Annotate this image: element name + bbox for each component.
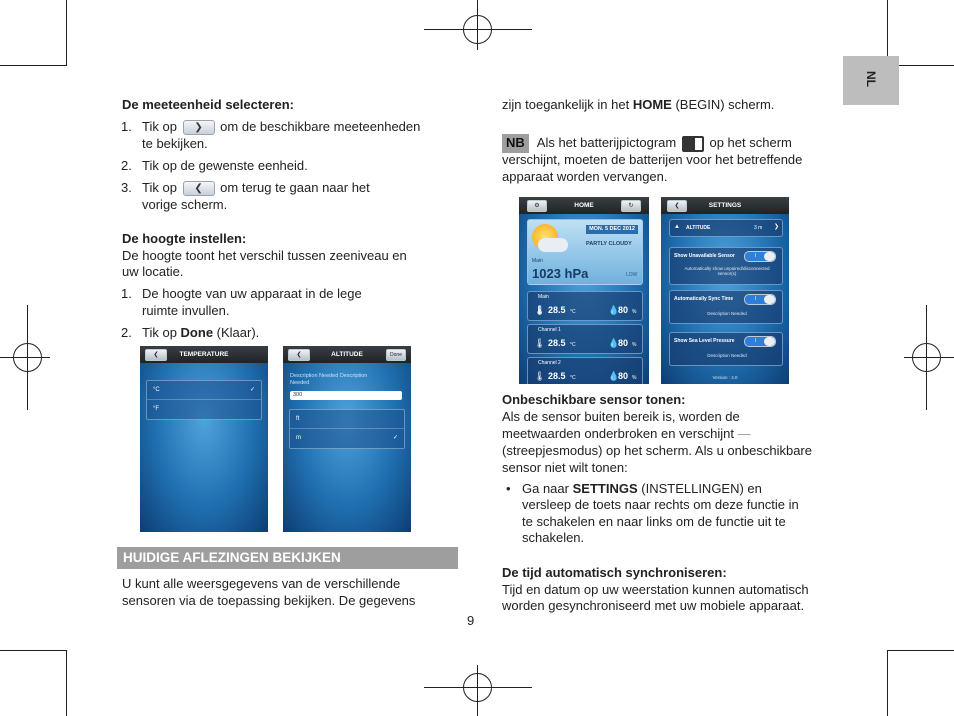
setting-card [669, 290, 783, 324]
temp-value: 28.5 [548, 338, 566, 348]
registration-mark [463, 673, 492, 702]
sensor-card [527, 291, 643, 321]
cloud-icon [538, 238, 568, 252]
main-label: Main [532, 258, 543, 264]
paragraph: sensor niet wilt tonen: [502, 460, 628, 475]
list-item: m ✓ [290, 429, 404, 447]
sensor-name: Channel 2 [538, 360, 561, 366]
sensor-name: Main [538, 294, 549, 300]
unit-list [289, 409, 405, 449]
setting-desc: Automatically show unpaired/disconnected sensor(s) [684, 266, 770, 276]
crop-mark [0, 65, 66, 66]
toggle-switch: I [744, 294, 776, 305]
humidity-value: 80 [618, 371, 629, 381]
heading-unavailable: Onbeschikbare sensor tonen: [502, 392, 686, 407]
crop-mark [66, 0, 67, 66]
home-screen [519, 197, 649, 384]
gear-icon: ⚙ [527, 200, 547, 212]
battery-low-icon [682, 136, 704, 152]
altitude-row [669, 219, 783, 237]
list-item-cont: vorige scherm. [142, 197, 228, 212]
checkmark-icon: ✓ [392, 435, 398, 441]
chevron-left-icon: ❮ [183, 181, 215, 196]
setting-desc: Description Needed [707, 311, 747, 316]
version-label: Version : 4.0 [712, 375, 738, 380]
registration-mark [13, 343, 42, 372]
crop-mark [66, 650, 67, 716]
altitude-input: 300 [290, 391, 402, 400]
list-item: ft [290, 410, 404, 429]
droplet-icon: 💧 [608, 305, 620, 315]
nb-badge: NB [502, 134, 529, 153]
temp-unit: °C [570, 375, 576, 381]
pressure-value: 1023 hPa [532, 266, 589, 281]
back-button: ❮ [145, 349, 167, 361]
screen-title: ALTITUDE [283, 346, 411, 363]
humidity-value: 80 [618, 338, 629, 348]
temp-value: 28.5 [548, 305, 566, 315]
setting-label: ALTITUDE [686, 225, 711, 231]
back-button: ❮ [667, 200, 687, 212]
chevron-right-icon: ❯ [183, 120, 215, 135]
temp-unit: °C [570, 309, 576, 315]
list-number: 1. [121, 286, 132, 301]
paragraph: U kunt alle weersgegevens van de verschillende [122, 576, 401, 591]
bullet-text: schakelen. [522, 530, 585, 545]
checkmark-icon: ✓ [249, 387, 255, 393]
paragraph: De hoogte toont het verschil tussen zeeniveau en [122, 248, 407, 263]
paragraph: Tijd en datum op uw weerstation kunnen automatisch [502, 582, 809, 597]
screen-title: SETTINGS [661, 197, 789, 214]
toggle-switch: I [744, 336, 776, 347]
setting-desc: Description Needed [707, 353, 747, 358]
note-text: verschijnt, moeten de batterijen voor het betreffende [502, 152, 803, 167]
done-button: Done [386, 349, 406, 361]
screen-title: TEMPERATURE [140, 346, 268, 363]
paragraph: zijn toegankelijk in het HOME (BEGIN) scherm. [502, 97, 775, 112]
settings-screen [661, 197, 789, 384]
weather-card [527, 219, 643, 285]
humidity-unit: % [632, 342, 637, 348]
signal-icon: ▲ [674, 224, 680, 230]
toggle-switch: I [744, 251, 776, 262]
list-number: 1. [121, 119, 132, 134]
heading-altitude: De hoogte instellen: [122, 231, 247, 246]
list-item: De hoogte van uw apparaat in de lege [142, 286, 362, 301]
bullet: • [506, 481, 511, 496]
heading-units: De meeteenheid selecteren: [122, 97, 294, 112]
list-item-cont: te bekijken. [142, 136, 208, 151]
description: Description Needed Description [290, 373, 368, 379]
unit-list [146, 380, 262, 420]
weather-label: PARTLY CLOUDY [586, 241, 632, 247]
crop-mark [888, 650, 954, 651]
trend-label: LOW [626, 272, 638, 278]
humidity-unit: % [632, 309, 637, 315]
temperature-screen [140, 346, 268, 532]
setting-label: Show Unavailable Sensor [674, 253, 735, 259]
thermometer-icon: 🌡 [534, 338, 546, 348]
chevron-right-icon: ❯ [774, 224, 780, 230]
humidity-unit: % [632, 375, 637, 381]
bullet-text: versleep de toets naar rechts om deze functie in [522, 497, 799, 512]
description: Needed [290, 380, 310, 386]
note: NB Als het batterijpictogram op het scherm [502, 134, 792, 153]
paragraph: sensoren via de toepassing bekijken. De gegevens [122, 593, 416, 608]
thermometer-icon: 🌡 [534, 371, 546, 381]
setting-card [669, 247, 783, 285]
refresh-icon: ↻ [621, 200, 641, 212]
screen-title: HOME [519, 197, 649, 214]
temp-unit: °C [570, 342, 576, 348]
list-item: Tik op Done (Klaar). [142, 325, 260, 340]
list-item: Tik op ❮ om terug te gaan naar het [142, 180, 370, 195]
crop-mark [0, 650, 66, 651]
list-number: 2. [121, 158, 132, 173]
note-text: apparaat worden vervangen. [502, 169, 668, 184]
sensor-name: Channel 1 [538, 327, 561, 333]
altitude-screen [283, 346, 411, 532]
page-number: 9 [467, 613, 475, 628]
list-item: Tik op de gewenste eenheid. [142, 158, 308, 173]
list-item-cont: ruimte invullen. [142, 303, 230, 318]
back-button: ❮ [288, 349, 310, 361]
list-number: 2. [121, 325, 132, 340]
paragraph: meetwaarden onderbroken en verschijnt — [502, 426, 751, 441]
sensor-card [527, 324, 643, 354]
list-number: 3. [121, 180, 132, 195]
paragraph: uw locatie. [122, 264, 184, 279]
crop-mark [887, 650, 888, 716]
date-label: MON. 5 DEC 2012 [586, 225, 638, 234]
section-bar: HUIDIGE AFLEZINGEN BEKIJKEN [117, 547, 458, 569]
list-item: °C ✓ [147, 381, 261, 400]
droplet-icon: 💧 [608, 338, 620, 348]
bullet-text: Ga naar SETTINGS (INSTELLINGEN) en [522, 481, 762, 496]
bullet-text: te schakelen en naar links om de functie uit te [522, 514, 786, 529]
paragraph: worden gesynchroniseerd met uw mobiele apparaat. [502, 598, 805, 613]
setting-label: Show Sea Level Pressure [674, 338, 735, 344]
language-tab: NL [843, 56, 899, 105]
sensor-card [527, 357, 643, 384]
heading-sync: De tijd automatisch synchroniseren: [502, 565, 727, 580]
paragraph: Als de sensor buiten bereik is, worden de [502, 409, 740, 424]
humidity-value: 80 [618, 305, 629, 315]
list-item: Tik op ❯ om de beschikbare meeteenheden [142, 119, 421, 134]
setting-label: Automatically Sync Time [674, 296, 734, 302]
setting-card [669, 332, 783, 366]
thermometer-icon: 🌡 [534, 305, 546, 315]
registration-mark [912, 343, 941, 372]
list-item: °F [153, 406, 160, 412]
temp-value: 28.5 [548, 371, 566, 381]
paragraph: (streepjesmodus) op het scherm. Als u onbeschikbare [502, 443, 812, 458]
droplet-icon: 💧 [608, 371, 620, 381]
registration-mark [463, 15, 492, 44]
setting-value: 3 m [754, 225, 763, 231]
